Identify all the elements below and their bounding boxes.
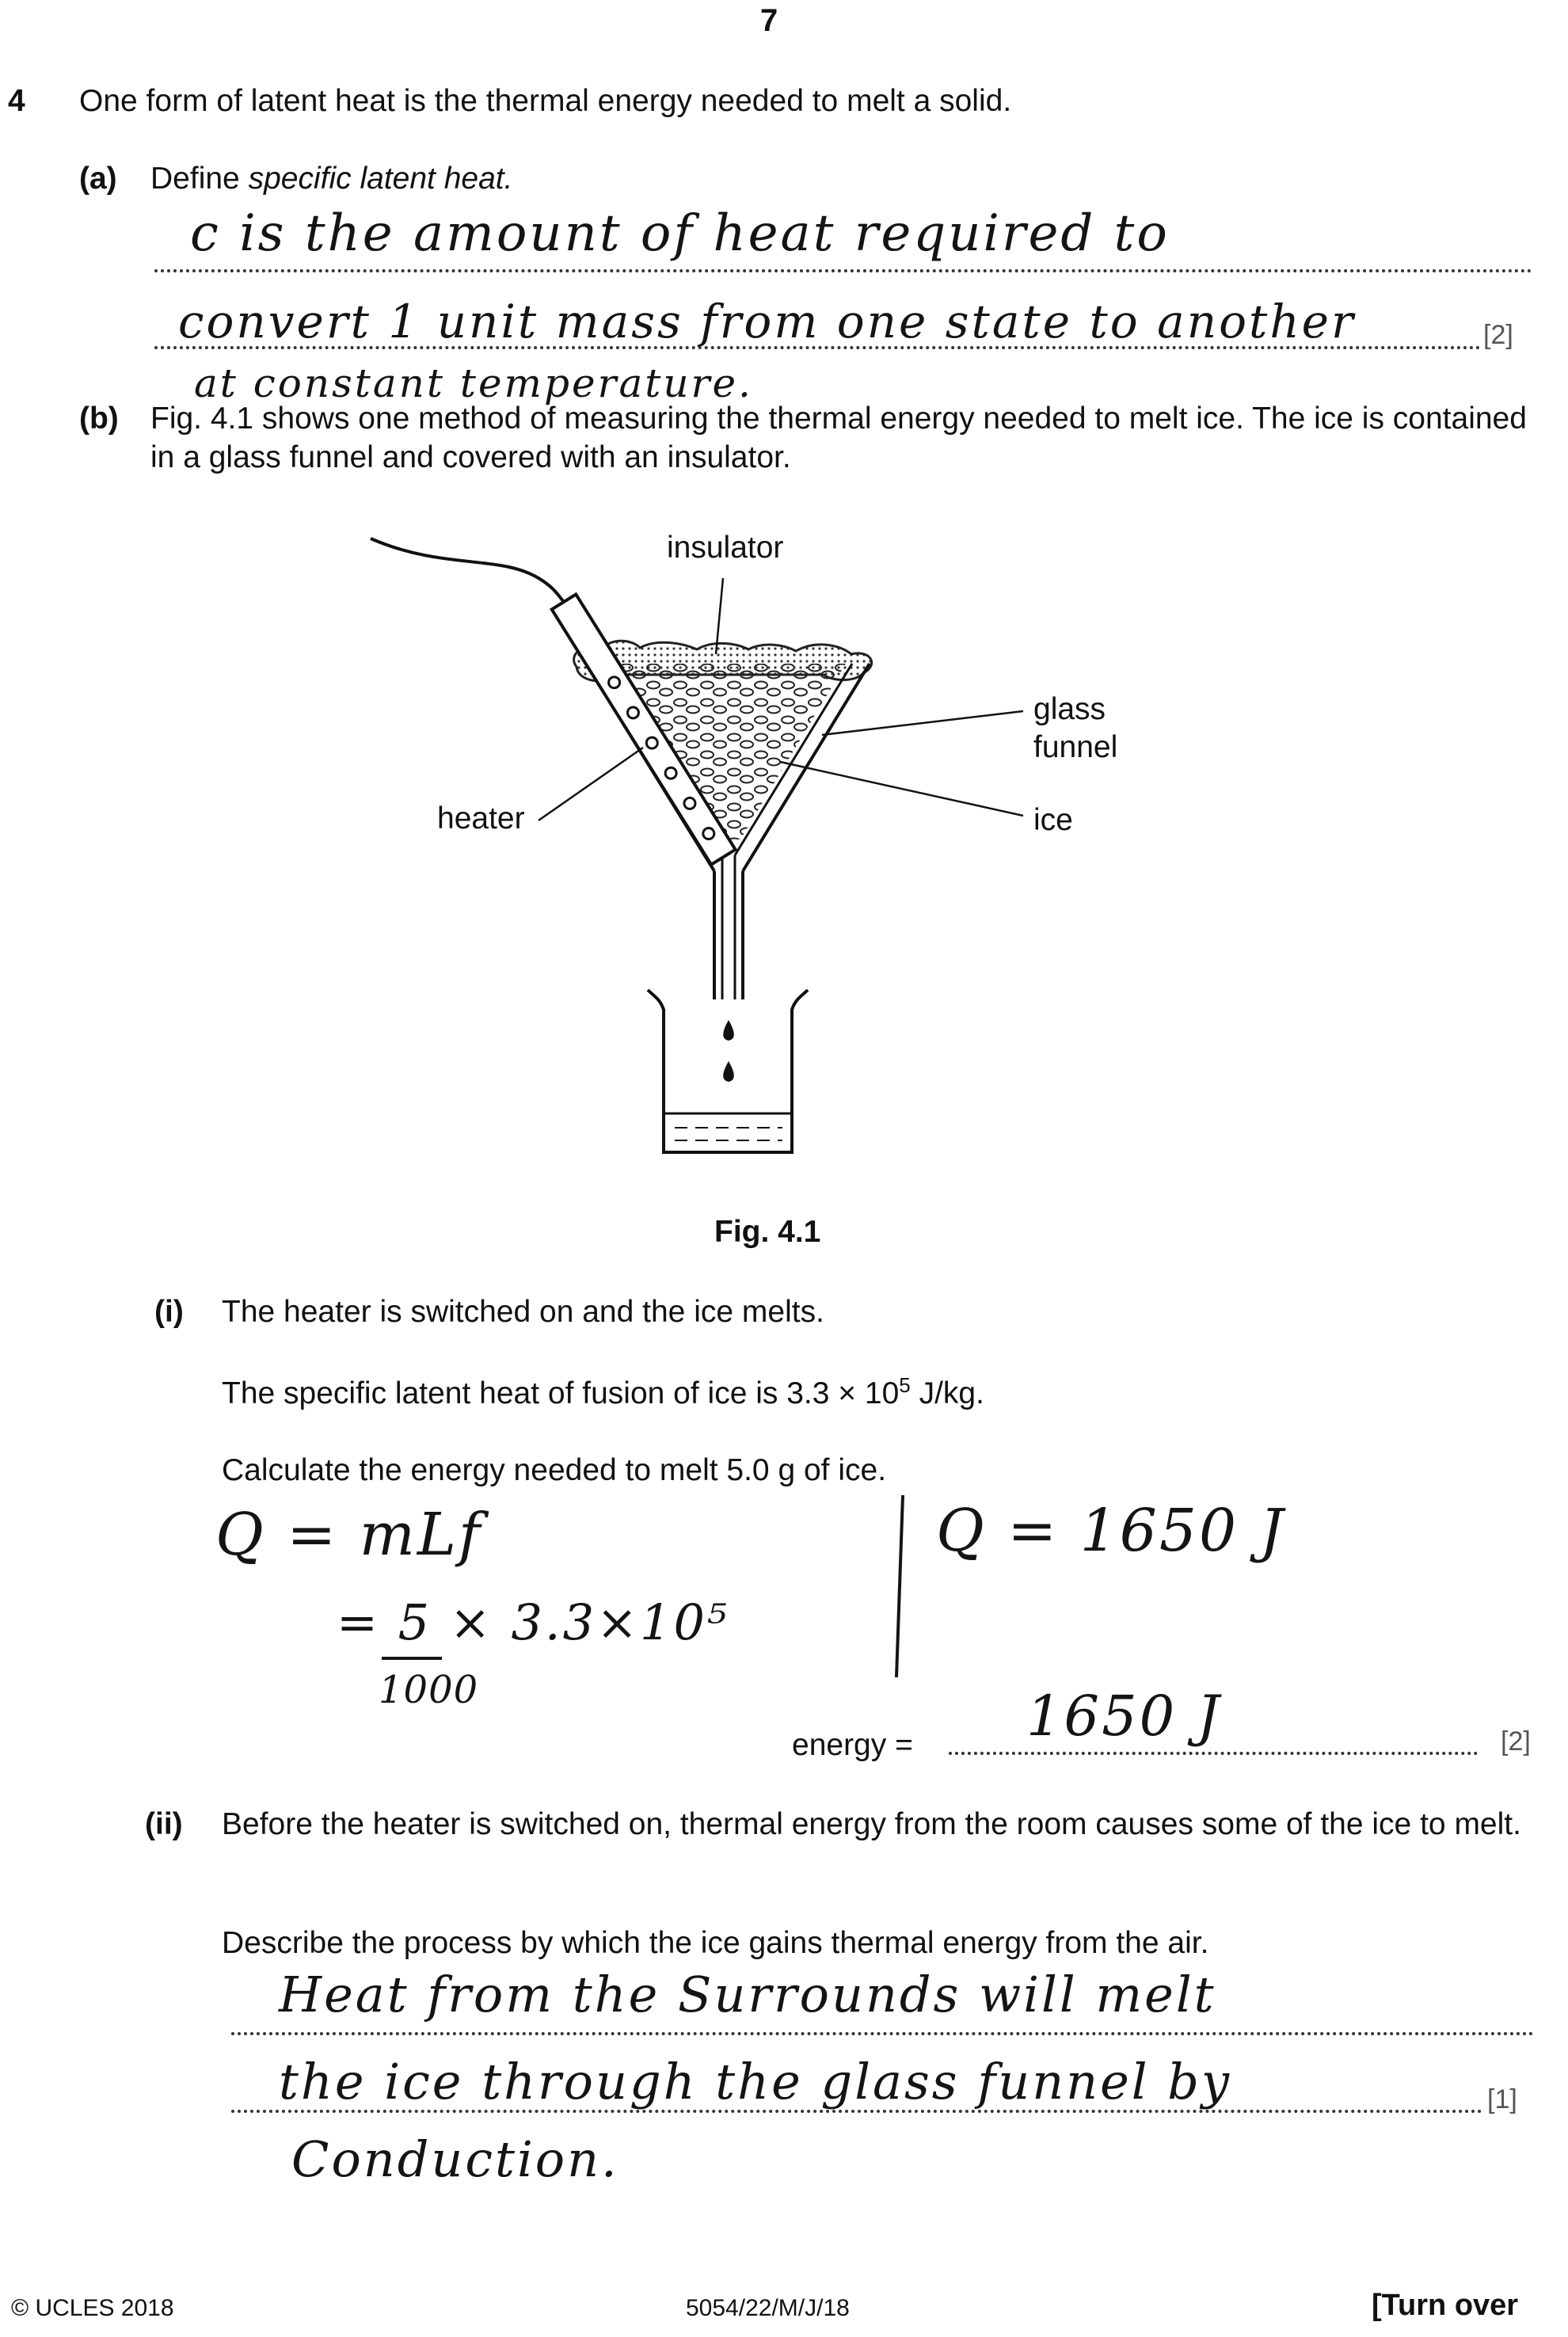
answer-line-ii1[interactable] (231, 2032, 1534, 2035)
leader-ice (780, 762, 1023, 816)
label-ice: ice (1033, 803, 1073, 837)
part-b-text: Fig. 4.1 shows one method of measuring the thermal energy needed to melt ice. The ice is contained in a glass funnel and covered with an insulator. (150, 402, 1527, 474)
answer-line-ii2[interactable] (231, 2110, 1482, 2113)
label-insulator: insulator (667, 531, 784, 565)
part-i-line-2-suffix: J/kg. (910, 1376, 984, 1410)
footer-turn-over: [Turn over (1372, 2289, 1519, 2322)
figure-caption: Fig. 4.1 (714, 1215, 821, 1249)
part-i-line-2-exponent: 5 (899, 1373, 911, 1397)
question-number: 4 (8, 84, 25, 118)
part-ii-answer-line-2: the ice through the glass funnel by (279, 2053, 1232, 2111)
part-i-line-2-prefix: The specific latent heat of fusion of ice is 3.3 × 10 (222, 1376, 900, 1410)
part-b-label: (b) (79, 402, 119, 436)
part-i-line-2 (222, 1372, 984, 1414)
part-a-label: (a) (79, 162, 117, 196)
heater-cable (371, 539, 564, 602)
fraction-bar (382, 1657, 442, 1660)
part-i-line-1: The heater is switched on and the ice melts. (222, 1295, 824, 1329)
part-i-line-3: Calculate the energy needed to melt 5.0 g of ice. (222, 1453, 887, 1487)
part-i-label: (i) (154, 1295, 184, 1329)
leader-glass-funnel (822, 711, 1023, 735)
footer-copyright: © UCLES 2018 (11, 2295, 174, 2321)
part-a-answer-line-2: convert 1 unit mass from one state to another (178, 295, 1356, 348)
working-denominator: 1000 (379, 1668, 479, 1712)
footer-code: 5054/22/M/J/18 (686, 2295, 850, 2321)
energy-answer: 1650 J (1026, 1684, 1222, 1749)
question-stem: One form of latent heat is the thermal energy needed to melt a solid. (79, 84, 1012, 118)
energy-answer-line[interactable] (949, 1752, 1478, 1755)
working-side-result: Q = 1650 J (936, 1497, 1286, 1565)
part-ii-answer-line-3: Conduction. (291, 2130, 619, 2188)
part-ii-answer-line-1: Heat from the Surrounds will melt (279, 1966, 1216, 2023)
working-line-2: = 5 × 3.3×10⁵ (337, 1593, 729, 1651)
label-funnel: funnel (1033, 730, 1118, 764)
water-drop-2 (723, 1061, 734, 1082)
leader-heater (539, 748, 643, 820)
part-ii-text: Before the heater is switched on, thermal energy from the room causes some of the ice to melt. (222, 1807, 1521, 1841)
part-a-prompt-prefix: Define (150, 162, 249, 196)
energy-label: energy = (792, 1728, 913, 1762)
label-heater: heater (437, 801, 525, 835)
part-a-answer-line-1: c is the amount of heat required to (190, 204, 1170, 263)
part-i-marks: [2] (1501, 1726, 1531, 1757)
part-ii-prompt: Describe the process by which the ice gains thermal energy from the air. (222, 1926, 1209, 1960)
page-number: 7 (760, 3, 778, 38)
part-ii-marks: [1] (1487, 2084, 1517, 2114)
label-glass: glass (1033, 692, 1106, 726)
working-line-1: Q = mLf (215, 1501, 483, 1569)
part-a-marks: [2] (1483, 320, 1513, 350)
part-ii-label: (ii) (145, 1807, 183, 1841)
water-drop-1 (723, 1020, 734, 1041)
part-a-answer-line-3: at constant temperature. (194, 360, 753, 406)
part-a-prompt-term: specific latent heat. (248, 162, 513, 196)
working-divider (895, 1495, 904, 1677)
